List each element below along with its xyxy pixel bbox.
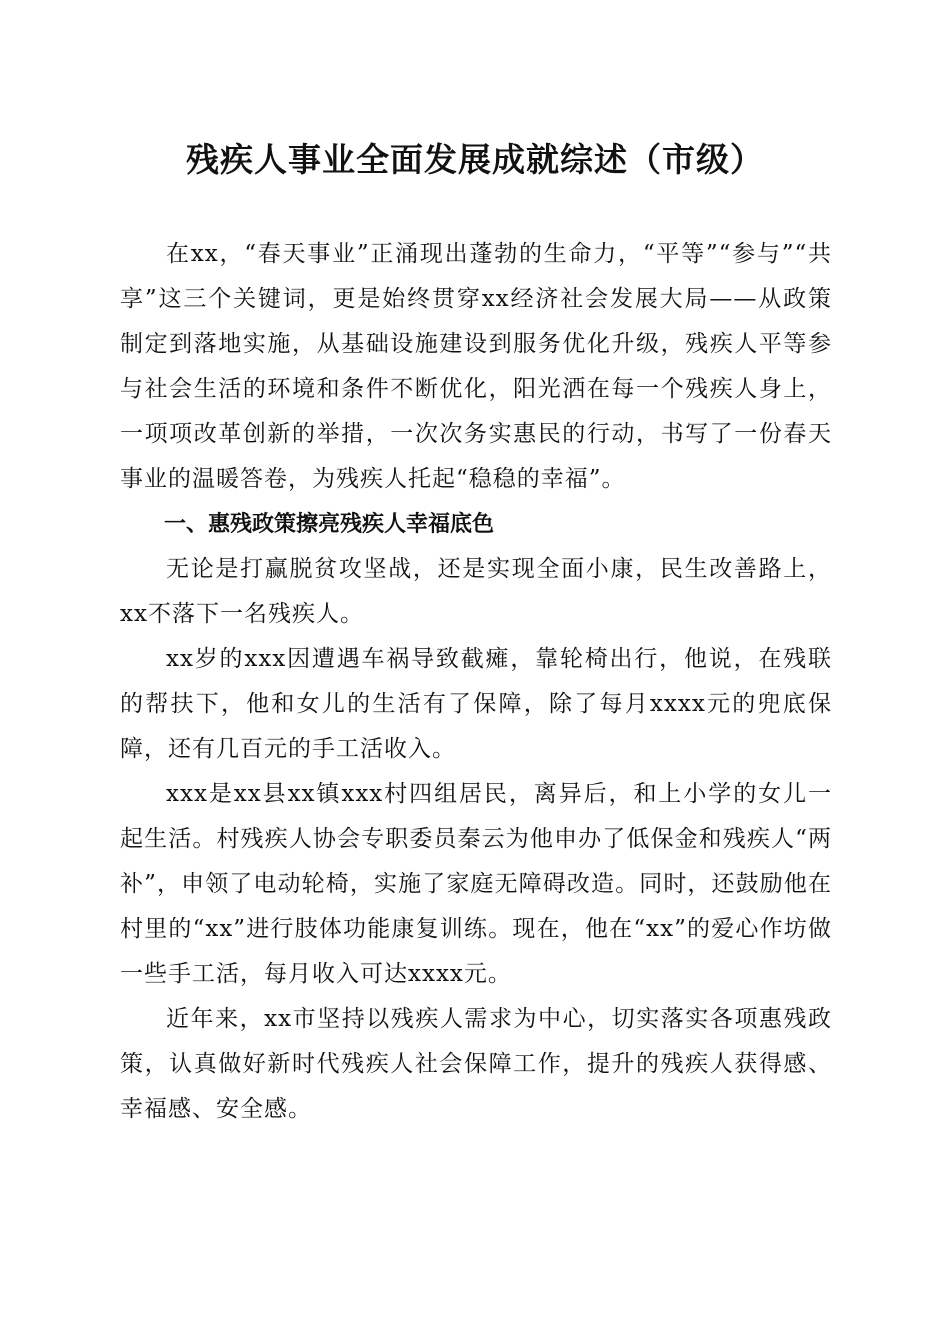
paragraph-intro: 在xx，“春天事业”正涌现出蓬勃的生命力，“平等”“参与”“共享”这三个关键词，更是始终贯穿xx经济社会发展大局——从政策制定到落地实施，从基础设施建设到服务优化升级，残疾人平等参与社会生活的环境和条件不断优化，阳光洒在每一个残疾人身上，一项项改革创新的举措，一次次务实惠民的行动，书写了一份春天事业的温暖答卷，为残疾人托起“稳稳的幸福”。 <box>120 241 832 492</box>
document-title: 残疾人事业全面发展成就综述（市级） <box>186 140 764 179</box>
document-body <box>120 232 832 1132</box>
section-heading-1: 一、惠残政策擦亮残疾人幸福底色 <box>164 512 495 537</box>
paragraph-case-2: xxx是xx县xx镇xxx村四组居民，离异后，和上小学的女儿一起生活。村残疾人协会专职委员秦云为他申办了低保金和残疾人“两补”，申领了电动轮椅，实施了家庭无障碍改造。同时，还鼓励他在村里的“xx”进行肢体功能康复训练。现在，他在“xx”的爱心作坊做一些手工活，每月收入可达xxxx元。 <box>120 781 832 987</box>
paragraph-poverty: 无论是打赢脱贫攻坚战，还是实现全面小康，民生改善路上，xx不落下一名残疾人。 <box>120 556 832 627</box>
paragraph-summary: 近年来，xx市坚持以残疾人需求为中心，切实落实各项惠残政策，认真做好新时代残疾人社会保障工作，提升的残疾人获得感、幸福感、安全感。 <box>120 1006 832 1122</box>
paragraph-case-1: xx岁的xxx因遭遇车祸导致截瘫，靠轮椅出行，他说，在残联的帮扶下，他和女儿的生活有了保障，除了每月xxxx元的兜底保障，还有几百元的手工活收入。 <box>120 646 832 762</box>
